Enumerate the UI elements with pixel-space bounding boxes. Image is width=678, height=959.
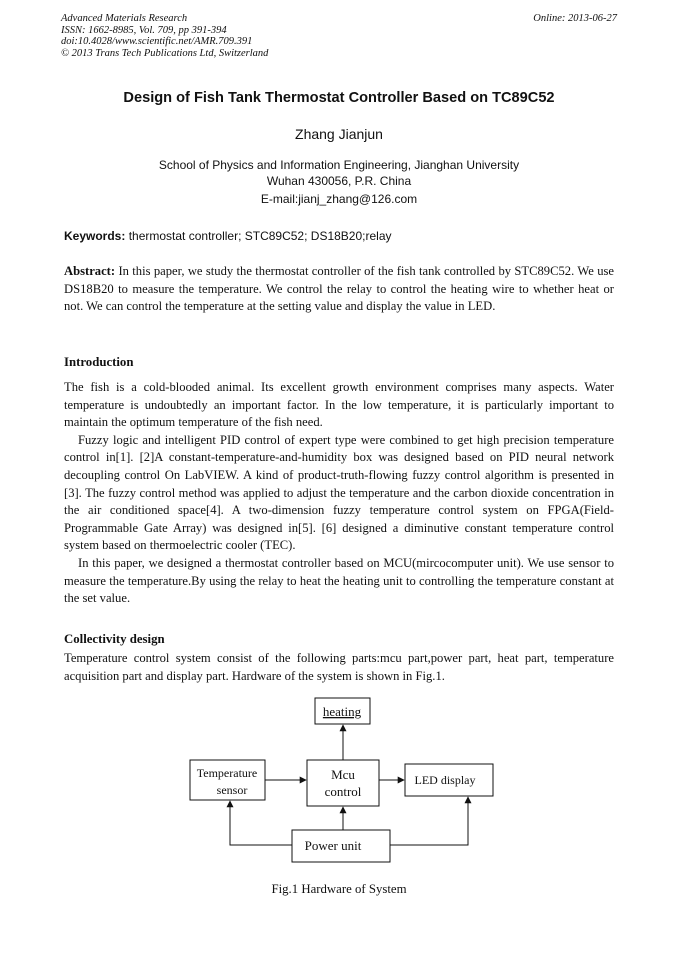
power-unit-label: Power unit — [304, 838, 362, 853]
author-name: Zhang Jianjun — [295, 126, 383, 142]
affiliation — [0, 157, 678, 189]
introduction-paragraph-1: The fish is a cold-blooded animal. Its excellent growth environment comprises many aspects. Water temperature is undoubtedly an important factor. In the low temperature, it is particularly important to maintain the optimum temperature of the fish need. — [64, 380, 614, 430]
introduction-paragraph-2: Fuzzy logic and intelligent PID control of expert type were combined to get high precision temperature control in[1]. [2]A constant-temperature-and-humidity box was designed based on PID neural network decoupling control On LabVIEW. A kind of product-truth-flowing fuzzy control algorithm is presented in [3]. The fuzzy control method was applied to adjust the temperature and the carbon dioxide concentration in the air conditioned space[4]. A two-dimension fuzzy temperature control system on FPGA(Field-Programmable Gate Array) was designed in[5]. [6] designed a diminutive constant temperature control system based on thermoelectric cooler (TEC). — [64, 432, 614, 553]
affiliation-line-1: School of Physics and Information Engineering, Jianghan University — [158, 158, 520, 172]
sensor-label-line-2: sensor — [216, 783, 248, 797]
introduction-body — [64, 379, 614, 608]
abstract — [64, 263, 614, 316]
affiliation-line-2: Wuhan 430056, P.R. China — [266, 174, 412, 188]
heating-label: heating — [322, 704, 362, 719]
collectivity-body — [64, 650, 614, 685]
journal-copyright: © 2013 Trans Tech Publications Ltd, Switzerland — [61, 47, 269, 59]
journal-doi: doi:10.4028/www.scientific.net/AMR.709.391 — [61, 36, 253, 48]
keywords — [64, 229, 614, 243]
introduction-paragraph-3: In this paper, we designed a thermostat controller based on MCU(mircocomputer unit). We use sensor to measure the temperature.By using the relay to heat the heating unit to controlling the temperature constant at the set value. — [64, 555, 614, 606]
keywords-text: thermostat controller; STC89C52; DS18B20;relay — [128, 229, 392, 243]
abstract-label: Abstract: — [64, 264, 116, 278]
online-date: Online: 2013-06-27 — [533, 13, 617, 24]
arrow-power-to-sensor — [230, 801, 292, 845]
sensor-label-line-1: Temperature — [196, 766, 258, 780]
mcu-label-line-2: control — [324, 784, 362, 799]
journal-header — [61, 13, 617, 59]
collectivity-paragraph: Temperature control system consist of the following parts:mcu part,power part, heat part, temperature acquisition part and display part. Hardware of the system is shown in Fig.1. — [64, 651, 614, 683]
collectivity-heading: Collectivity design — [64, 632, 165, 646]
mcu-label-line-1: Mcu — [331, 767, 355, 782]
paper-title: Design of Fish Tank Thermostat Controller Based on TC89C52 — [123, 90, 555, 106]
journal-name: Advanced Materials Research — [61, 13, 188, 24]
author-email: E-mail:jianj_zhang@126.com — [260, 192, 418, 206]
arrow-power-to-led — [390, 797, 468, 845]
journal-issn: ISSN: 1662-8985, Vol. 709, pp 391-394 — [61, 24, 227, 36]
led-display-label: LED display — [414, 773, 476, 787]
hardware-diagram — [150, 690, 530, 870]
introduction-heading: Introduction — [64, 355, 134, 369]
keywords-label: Keywords: — [64, 229, 126, 243]
figure-caption: Fig.1 Hardware of System — [271, 882, 407, 896]
abstract-text: In this paper, we study the thermostat controller of the fish tank controlled by STC89C52. We use DS18B20 to measure the temperature. We control the relay to control the heating wire to whether heat or not. We can control the temperature at the setting value and display the value in LED. — [64, 264, 615, 314]
